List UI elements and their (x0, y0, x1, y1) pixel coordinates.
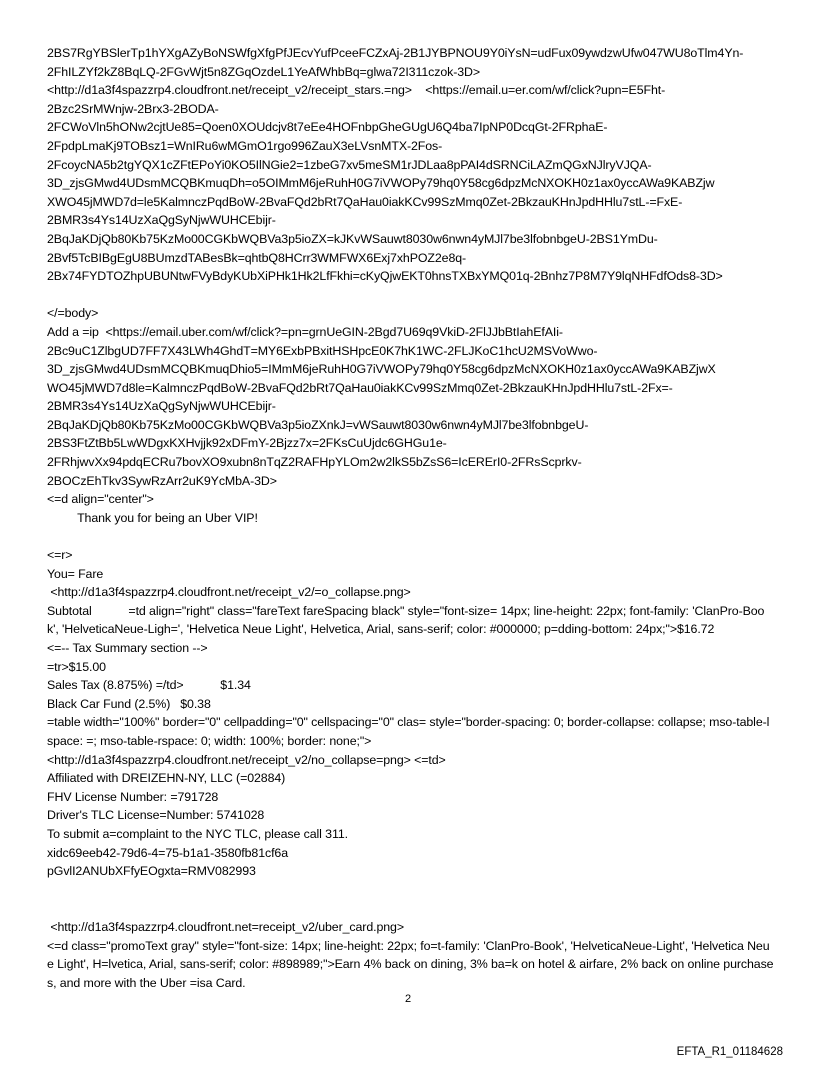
text-line: 2Bvf5TcBIBgEgU8BUmzdTABesBk=qhtbQ8HCrr3WMFWX6Exj7xhPOZ2e8q- (47, 250, 467, 265)
text-line: 2FhILZYf2kZ8BqLQ-2FGvWjt5n8ZGqOzdeL1YeAfWhbBq=glwa72I311czok-3D> (47, 64, 481, 79)
text-line: <=d align="center"> (47, 492, 154, 507)
text-line: 2BMR3s4Ys14UzXaQgSyNjwWUHCEbijr- (47, 213, 276, 228)
text-line: Add a =ip <https://email.uber.com/wf/click?=pn=grnUeGIN-2Bgd7U69q9VkiD-2FlJJbBtIahEfAIi- (47, 324, 563, 339)
page-number: 2 (404, 993, 412, 1005)
text-line: Subtotal =td align="right" class="fareText fareSpacing black" style="font-size= 14px; line-height: 22px; font-family: 'ClanPro-Book', 'HelveticaNeue-Ligh=', 'Helvetica Neue Light', Helvetica, Arial, sans-serif; color: #000000; p=dding-bottom: 24px;">$16.72 (47, 603, 765, 637)
email-source-block-1 (47, 44, 775, 286)
text-line: Sales Tax (8.875%) =/td> $1.34 (47, 678, 251, 693)
text-line: <http://d1a3f4spazzrp4.cloudfront.net/receipt_v2/receipt_stars.=ng> <https://email.u=er.com/wf/click?upn=E5Fht- (47, 83, 666, 98)
text-line: </=body> (47, 306, 99, 321)
document-page (47, 44, 775, 992)
fare-summary-block (47, 546, 775, 881)
text-line: <http://d1a3f4spazzrp4.cloudfront.net/receipt_v2/=o_collapse.png> (47, 585, 411, 600)
text-line: 2FRhjwvXx94pdqECRu7bovXO9xubn8nTqZ2RAFHpYLOm2w2lkS5bZsS6=IcERErI0-2FRsScprkv- (47, 455, 582, 470)
text-line: 2FcoycNA5b2tgYQX1cZFtEPoYi0KO5IlNGie2=1zbeG7xv5meSM1rJDLaa8pPAI4dSRNCiLAZmQGxNJlryVJQA- (47, 157, 652, 172)
email-source-block-2 (47, 304, 775, 527)
document-id: EFTA_R1_01184628 (676, 1046, 783, 1058)
text-line: 2BOCzEhTkv3SywRzArr2uK9YcMbA-3D> (47, 473, 277, 488)
text-line: To submit a=complaint to the NYC TLC, please call 311. (47, 826, 348, 841)
text-line: xidc69eeb42-79d6-4=75-b1a1-3580fb81cf6a (47, 845, 289, 860)
text-line: 2BMR3s4Ys14UzXaQgSyNjwWUHCEbijr- (47, 399, 276, 414)
text-line: FHV License Number: =791728 (47, 789, 219, 804)
text-line: 2Bx74FYDTOZhpUBUNtwFVyBdyKUbXiPHk1Hk2LfFkhi=cKyQjwEKT0hnsTXBxYMQ01q-2Bnhz7P8M7Y9lqNHFdfOds8-3D> (47, 269, 723, 284)
text-line: 2Bzc2SrMWnjw-2Brx3-2BODA- (47, 101, 219, 116)
text-line: =table width="100%" border="0" cellpadding="0" cellspacing="0" clas= style="border-spacing: 0; border-collapse: collapse; mso-table-lspace: =; mso-table-rspace: 0; width: 100%; border: none;"> (47, 715, 770, 748)
text-line: Thank you for being an Uber VIP! (47, 510, 258, 525)
text-line: Driver's TLC License=Number: 5741028 (47, 808, 265, 823)
text-line: You= Fare (47, 566, 104, 581)
text-line: 2FpdpLmaKj9TOBsz1=WnIRu6wMGmO1rgo996ZauX3eLVsnMTX-2Fos- (47, 138, 443, 153)
text-line: <=-- Tax Summary section --> (47, 641, 208, 655)
text-line: 2Bc9uC1ZlbgUD7FF7X43LWh4GhdT=MY6ExbPBxitHSHpcE0K7hK1WC-2FLJKoC1hcU2MSVoWwo- (47, 343, 598, 358)
promo-block (47, 918, 775, 992)
text-line: <http://d1a3f4spazzrp4.cloudfront.net=receipt_v2/uber_card.png> (47, 919, 404, 934)
text-line: <=r> (47, 548, 73, 563)
text-line: <=d class="promoText gray" style="font-size: 14px; line-height: 22px; fo=t-family: 'ClanPro-Book', 'HelveticaNeue-Light', 'Helvetica Neue Light', H=lvetica, Arial, sans-serif; color: #898989;">Earn 4% back on dining, 3% ba=k on hotel & airfare, 2% back on online purchases, and more with the Uber =isa Card. (47, 938, 774, 990)
text-line: XWO45jMWD7d=le5KalmnczPqdBoW-2BvaFQd2bRt7QaHau0iakKCv99SzMmq0Zet-2BkzauKHnJpdHHlu7stL-=FxE- (47, 194, 683, 209)
text-line: 2FCWoVln5hONw2cjtUe85=Qoen0XOUdcjv8t7eEe4HOFnbpGheGUgU6Q4ba7IpNP0DcqGt-2FRphaE- (47, 120, 608, 135)
text-line: WO45jMWD7d8le=KalmnczPqdBoW-2BvaFQd2bRt7QaHau0iakKCv99SzMmq0Zet-2BkzauKHnJpdHHlu7stL-2Fx=- (47, 380, 673, 395)
text-line: =tr>$15.00 (47, 659, 106, 674)
text-line: Black Car Fund (2.5%) $0.38 (47, 696, 211, 711)
text-line: pGvlI2ANUbXFfyEOgxta=RMV082993 (47, 864, 256, 879)
text-line: <http://d1a3f4spazzrp4.cloudfront.net/receipt_v2/no_collapse=png> <=td> (47, 752, 446, 767)
text-line: 2BS7RgYBSlerTp1hYXgAZyBoNSWfgXfgPfJEcvYufPceeFCZxAj-2B1JYBPNOU9Y0iYsN=udFux09ywdzwUfw047WU8oTlm4Yn- (47, 46, 744, 60)
text-line: 2BqJaKDjQb80Kb75KzMo00CGKbWQBVa3p5ioZXnkJ=vWSauwt8030w6nwn4yMJl7be3lfobnbgeU- (47, 417, 589, 432)
text-line: 3D_zjsGMwd4UDsmMCQBKmuqDhio5=IMmM6jeRuhH0G7iVWOPy79hq0Y58cg6dpzMcNXOKH0z1ax0yccAWa9KABZjwX (47, 362, 716, 377)
text-line: 3D_zjsGMwd4UDsmMCQBKmuqDh=o5OIMmM6jeRuhH0G7iVWOPy79hq0Y58cg6dpzMcNXOKH0z1ax0yccAWa9KABZjw (47, 176, 715, 191)
text-line: 2BqJaKDjQb80Kb75KzMo00CGKbWQBVa3p5ioZX=kJKvWSauwt8030w6nwn4yMJl7be3lfobnbgeU-2BS1YmDu- (47, 231, 658, 246)
text-line: 2BS3FtZtBb5LwWDgxKXHvjjk92xDFmY-2Bjzz7x=2FKsCuUjdc6GHGu1e- (47, 436, 447, 451)
text-line: Affiliated with DREIZEHN-NY, LLC (=02884) (47, 771, 286, 786)
